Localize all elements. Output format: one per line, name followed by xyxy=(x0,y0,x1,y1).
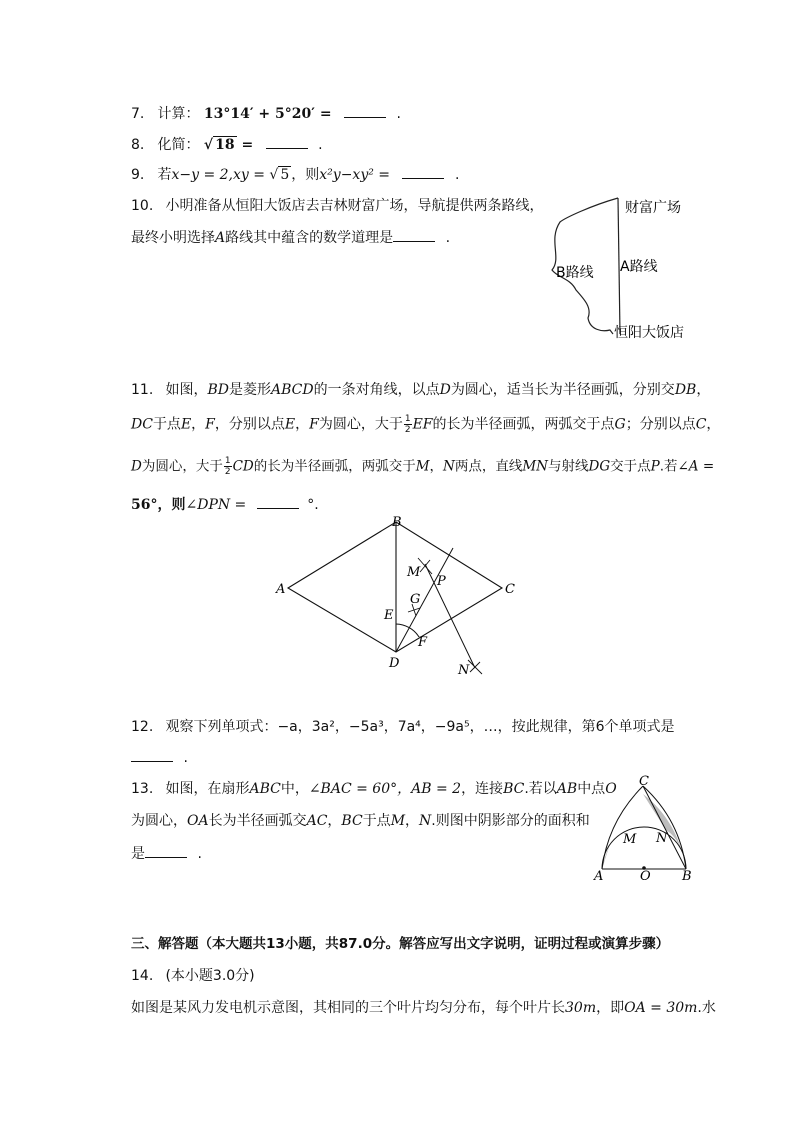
text-span: ， xyxy=(327,813,342,829)
text-span: 是 xyxy=(131,846,145,862)
question-label: 计算： xyxy=(157,106,200,122)
question-14-header xyxy=(131,966,255,986)
question-9: 9. 若x−y = 2,xy = √ 5 ，则x²y−xy² = . xyxy=(131,164,459,185)
end-dot: . xyxy=(183,750,188,766)
end-dot: . xyxy=(445,230,451,246)
math-var: E xyxy=(180,416,192,433)
math-var: O xyxy=(605,781,617,797)
text-span: .若 xyxy=(659,458,678,475)
text-span: .若以 xyxy=(524,781,557,797)
math-var: AB xyxy=(556,781,578,797)
end-dot: . xyxy=(197,846,202,862)
math-var: N xyxy=(419,813,432,829)
label-G: G xyxy=(410,592,421,607)
math-var: ∠DPN = xyxy=(185,497,247,513)
end-dot: . xyxy=(454,167,460,183)
end-dot: . xyxy=(396,106,401,122)
text-span: 中点 xyxy=(577,781,606,797)
text-span: 为圆心，大于 xyxy=(141,458,223,475)
radicand: 5 xyxy=(280,167,290,183)
text-span: ，即 xyxy=(596,1000,625,1016)
frac-den: 2 xyxy=(224,467,231,477)
text-span: 如图是某风力发电机示意图，其相同的三个叶片均匀分布，每个叶片长 xyxy=(131,1000,565,1016)
text-span: 如图，在扇形 xyxy=(165,781,250,797)
math-var: C xyxy=(695,416,707,433)
question-label: 化简： xyxy=(157,137,200,153)
math-var: MN xyxy=(522,458,548,475)
text-span: 56°，则 xyxy=(131,497,186,513)
rhombus xyxy=(288,522,502,652)
question-number: 10. xyxy=(131,198,154,214)
question-13-line-2 xyxy=(131,811,590,831)
label-route-b: B路线 xyxy=(556,265,594,281)
fraction-half xyxy=(224,456,232,477)
math-var: ABCD xyxy=(270,382,314,398)
label-E: E xyxy=(384,608,394,623)
question-7 xyxy=(131,103,401,124)
text-span: ， xyxy=(405,813,420,829)
route-figure xyxy=(540,190,700,345)
question-text: 小明准备从恒阳大饭店去吉林财富广场，导航提供两条路线， xyxy=(165,198,544,214)
question-score: (本小题3.0分) xyxy=(165,968,255,984)
label-M: M xyxy=(623,832,637,847)
math-var: M xyxy=(415,458,430,475)
text-span: ，连接 xyxy=(461,781,504,797)
frac-den: 2 xyxy=(404,425,411,435)
math-var: DC xyxy=(131,416,153,433)
answer-blank xyxy=(257,494,299,509)
text-span: ，分别以点 xyxy=(214,416,285,433)
label-A: A xyxy=(594,869,604,884)
condition-2: xy = xyxy=(232,167,265,183)
label-M: M xyxy=(407,565,421,580)
question-13-line-3 xyxy=(131,843,202,864)
label-C: C xyxy=(639,774,649,789)
question-number: 12. xyxy=(131,719,154,735)
question-12-line-2 xyxy=(131,747,188,768)
math-var: DG xyxy=(588,458,611,475)
math-var: AC xyxy=(306,813,328,829)
label-B: B xyxy=(392,515,402,530)
question-number: 7. xyxy=(131,106,145,122)
math-var: N xyxy=(443,458,455,475)
question-12-line-1 xyxy=(131,717,675,737)
math-var: DB xyxy=(674,382,697,398)
label-P: P xyxy=(437,574,446,589)
text-span: 于点 xyxy=(152,416,181,433)
text-span: ， xyxy=(706,416,721,433)
text-span: .则图中阴影部分的面积和 xyxy=(431,813,590,829)
text-span: 中， xyxy=(280,781,309,797)
math-expression: 13°14′ + 5°20′ = xyxy=(203,106,332,122)
label-D: D xyxy=(389,656,400,671)
frac-num: 1 xyxy=(224,456,231,466)
math-var: OA = 30m xyxy=(624,1000,698,1016)
text-span: .水 xyxy=(697,1000,716,1016)
question-number: 8. xyxy=(131,137,145,153)
text-span: ， xyxy=(429,458,444,475)
math-var: A xyxy=(215,230,226,246)
label-fortune-plaza: 财富广场 xyxy=(625,200,681,216)
text-span: 路线其中蕴含的数学道理是 xyxy=(225,230,394,246)
math-var: EF xyxy=(412,416,433,433)
text-span: ， xyxy=(295,416,310,433)
math-var: BD xyxy=(207,382,229,398)
answer-blank xyxy=(402,164,444,179)
question-11-line-1 xyxy=(131,380,710,400)
math-var: E xyxy=(284,416,296,433)
math-var: ∠BAC = 60°，AB = 2 xyxy=(308,781,462,797)
question-11-line-2 xyxy=(131,414,720,435)
sector-figure xyxy=(590,776,700,882)
text-span: 的一条对角线，以点 xyxy=(313,382,440,398)
question-number: 14. xyxy=(131,968,154,984)
math-var: BC xyxy=(341,813,363,829)
math-var: 30m xyxy=(565,1000,597,1016)
end-dot: . xyxy=(318,137,323,153)
line-mn xyxy=(425,564,475,668)
math-var: F xyxy=(309,416,319,433)
math-var: ∠A = xyxy=(677,458,715,475)
math-expression: √ 18 = xyxy=(203,137,254,153)
text-span: ， xyxy=(696,382,711,398)
text-span: 的长为半径画弧，两弧交于点 xyxy=(432,416,615,433)
math-var: G xyxy=(614,416,626,433)
math-var: M xyxy=(390,813,406,829)
label-F: F xyxy=(418,635,428,650)
rhombus-figure xyxy=(270,512,515,684)
label-A: A xyxy=(276,582,286,597)
answer-blank xyxy=(344,103,386,118)
text-span: 是菱形 xyxy=(228,382,271,398)
math-var: D xyxy=(131,458,142,475)
equals: = xyxy=(236,137,254,153)
condition-1: x−y = 2, xyxy=(171,167,233,183)
text-span: 于点 xyxy=(362,813,391,829)
question-number: 9. xyxy=(131,167,145,183)
label-O: O xyxy=(640,869,651,884)
radicand: 18 xyxy=(215,137,235,153)
answer-blank xyxy=(131,747,173,762)
text-span: 交于点 xyxy=(610,458,651,475)
text-span: 两点，直线 xyxy=(454,458,523,475)
degree-end: °. xyxy=(307,497,319,513)
text-span: ；分别以点 xyxy=(625,416,696,433)
answer-blank xyxy=(266,134,308,149)
answer-blank xyxy=(145,843,187,858)
math-var: BC xyxy=(503,781,525,797)
text-span: 最终小明选择 xyxy=(131,230,215,246)
label-route-a: A路线 xyxy=(620,259,658,275)
frac-num: 1 xyxy=(404,414,411,424)
arc-n xyxy=(468,660,482,674)
question-number: 13. xyxy=(131,781,154,797)
text-span: 如图， xyxy=(165,382,208,398)
label-B: B xyxy=(682,869,692,884)
math-var: CD xyxy=(232,458,254,475)
label-N: N xyxy=(458,663,470,678)
math-var: F xyxy=(205,416,215,433)
math-var: D xyxy=(439,382,451,398)
question-11-line-3 xyxy=(131,456,714,477)
question-text: 观察下列单项式：−a，3a²，−5a³，7a⁴，−9a⁵，…，按此规律，第6个单项式是 xyxy=(165,719,675,735)
section-3-title: 三、解答题（本大题共13小题，共87.0分。解答应写出文字说明，证明过程或演算步骤） xyxy=(131,936,670,952)
label-C: C xyxy=(505,582,515,597)
label-hotel: 恒阳大饭店 xyxy=(614,325,684,341)
question-8 xyxy=(131,134,323,155)
question-pre: 若 xyxy=(157,167,172,183)
question-13-line-1 xyxy=(131,779,617,799)
question-10-line-1 xyxy=(131,196,543,216)
answer-blank xyxy=(393,227,435,242)
math-var: OA xyxy=(187,813,209,829)
question-10-line-2 xyxy=(131,227,450,248)
text-span: 长为半径画弧交 xyxy=(208,813,307,829)
math-var: ABC xyxy=(249,781,281,797)
text-span: 为圆心，大于 xyxy=(318,416,403,433)
label-N: N xyxy=(656,831,668,846)
question-number: 11. xyxy=(131,382,154,398)
text-span: 为圆心，适当长为半径画弧，分别交 xyxy=(450,382,675,398)
text-span: 的长为半径画弧，两弧交于 xyxy=(253,458,416,475)
fraction-half xyxy=(404,414,412,435)
math-var: P xyxy=(650,458,660,475)
text-span: 与射线 xyxy=(548,458,589,475)
question-14-line-1 xyxy=(131,998,716,1018)
math-expression: x²y−xy² = xyxy=(319,167,391,183)
text-span: ， xyxy=(191,416,206,433)
question-mid: ，则 xyxy=(291,167,320,183)
text-span: 为圆心， xyxy=(131,813,187,829)
